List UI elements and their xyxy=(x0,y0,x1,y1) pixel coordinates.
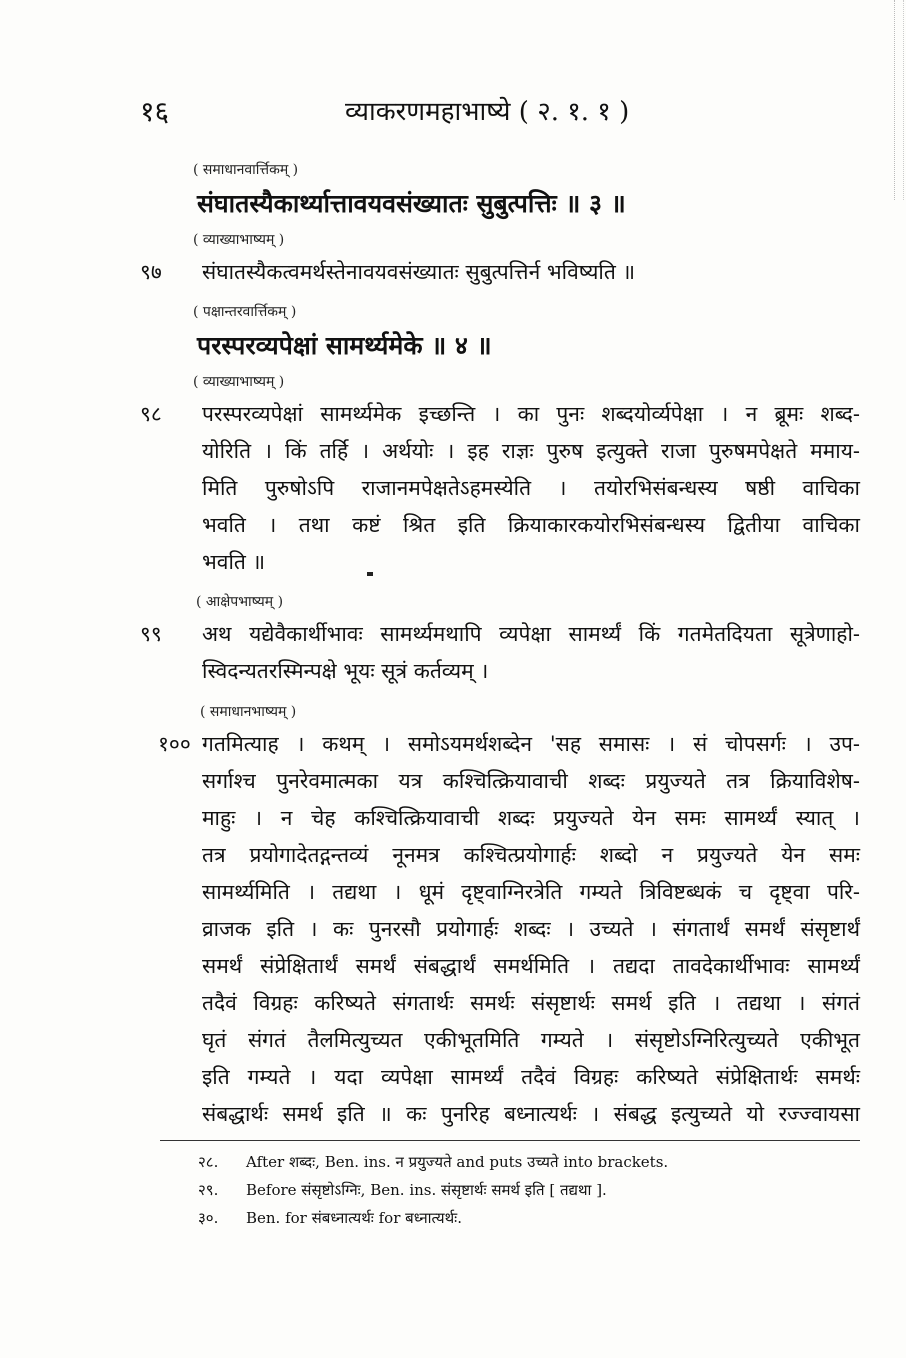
page-number: १६ xyxy=(140,95,170,128)
samadhana-100-label: ( समाधानभाष्यम् ) xyxy=(200,704,297,720)
samadhana-varttika-label: ( समाधानवार्त्तिकम् ) xyxy=(193,162,299,178)
paragraph-97 xyxy=(140,258,860,290)
paragraph-line: तदैवं विग्रहः करिष्यते संगतार्थः समर्थः संसृष्टार्थः समर्थ इति । तद्यथा । संगतं xyxy=(202,991,860,1015)
paragraph-number: ९९ xyxy=(140,622,162,646)
footnote xyxy=(198,1180,607,1200)
paragraph-line: गतमित्याह । कथम् । समोऽयमर्थशब्देन 'सह समासः । सं चोपसर्गः । उप- xyxy=(202,732,860,756)
paragraph-line: अथ यद्येवैकार्थीभावः सामर्थ्यमथापि व्यपेक्षा सामर्थ्यं किं गतमेतदियता सूत्रेणाहो- xyxy=(202,622,860,646)
paragraph-number: १०० xyxy=(158,732,191,756)
print-speck xyxy=(367,572,373,576)
paragraph-100 xyxy=(140,730,860,1140)
footnote xyxy=(198,1152,668,1172)
vyakhya-98-label: ( व्याख्याभाष्यम् ) xyxy=(193,374,285,390)
footnote-divider xyxy=(160,1140,860,1141)
running-title: व्याकरणमहाभाष्ये ( २. १. १ ) xyxy=(345,97,630,127)
page-edge xyxy=(894,0,904,200)
paragraph-line: घृतं संगतं तैलमित्युच्यत एकीभूतमिति गम्यते । संसृष्टोऽग्निरित्युच्यते एकीभूत xyxy=(202,1028,860,1052)
paragraph-line: स्विदन्यतरस्मिन्पक्षे भूयः सूत्रं कर्तव्यम् । xyxy=(202,659,489,683)
samadhana-varttika-text: संघातस्यैकार्थ्यात्तावयवसंख्यातः सुबुत्पत्तिः ॥ ३ ॥ xyxy=(197,189,626,218)
footnote-text: Ben. for संबध्नात्यर्थः for बध्नात्यर्थः. xyxy=(246,1209,462,1227)
footnote-text: After शब्दः, Ben. ins. न प्रयुज्यते and puts उच्यते into brackets. xyxy=(246,1153,669,1171)
pakshantara-varttika-text: परस्परव्यपेक्षां सामर्थ्यमेके ॥ ४ ॥ xyxy=(197,331,492,360)
footnote-text: Before संसृष्टोऽग्निः, Ben. ins. संसृष्टार्थः समर्थ इति [ तद्यथा ]. xyxy=(246,1181,607,1199)
paragraph-line: भवति ॥ xyxy=(202,550,266,574)
paragraph-line: सामर्थ्यमिति । तद्यथा । धूमं दृष्ट्वाग्निरत्रेति गम्यते त्रिविष्टब्धकं च दृष्ट्वा परि- xyxy=(202,880,860,904)
paragraph-line: व्राजक इति । कः पुनरसौ प्रयोगार्हः शब्दः । उच्यते । संगतार्थं समर्थं संसृष्टार्थं xyxy=(202,917,860,941)
paragraph-line: योरिति । किं तर्हि । अर्थयोः । इह राज्ञः पुरुष इत्युक्ते राजा पुरुषमपेक्षते ममाय- xyxy=(202,439,860,463)
pakshantara-varttika-label: ( पक्षान्तरवार्त्तिकम् ) xyxy=(193,304,297,320)
paragraph-line: भवति । तथा कष्टं श्रित इति क्रियाकारकयोरभिसंबन्धस्य द्वितीया वाचिका xyxy=(202,513,860,537)
page-header xyxy=(140,92,840,128)
paragraph-line: संघातस्यैकत्वमर्थस्तेनावयवसंख्यातः सुबुत्पत्तिर्न भविष्यति ॥ xyxy=(202,260,636,284)
footnote xyxy=(198,1208,462,1228)
paragraph-99 xyxy=(140,620,860,692)
paragraph-number: ९८ xyxy=(140,402,162,426)
paragraph-line: इति गम्यते । यदा व्यपेक्षा सामर्थ्यं तदैवं विग्रहः करिष्यते संप्रेक्षितार्थः समर्थः xyxy=(202,1065,860,1089)
paragraph-line: माहुः । न चेह कश्चित्क्रियावाची शब्दः प्रयुज्यते येन समः सामर्थ्यं स्यात् । xyxy=(202,806,860,830)
paragraph-line: मिति पुरुषोऽपि राजानमपेक्षतेऽहमस्येति । तयोरभिसंबन्धस्य षष्ठी वाचिका xyxy=(202,476,860,500)
paragraph-number: ९७ xyxy=(140,260,162,284)
footnote-number: २८. xyxy=(198,1153,219,1171)
paragraph-line: सर्गाश्च पुनरेवमात्मका यत्र कश्चित्क्रियावाची शब्दः प्रयुज्यते तत्र क्रियाविशेष- xyxy=(202,769,860,793)
paragraph-98 xyxy=(140,400,860,580)
footnote-number: ३०. xyxy=(198,1209,219,1227)
paragraph-line: तत्र प्रयोगादेतद्गन्तव्यं नूनमत्र कश्चित्प्रयोगार्हः शब्दो न प्रयुज्यते येन समः xyxy=(202,843,860,867)
akshepa-99-label: ( आक्षेपभाष्यम् ) xyxy=(196,594,284,610)
paragraph-line: संबद्धार्थः समर्थ इति ॥ कः पुनरिह बध्नात्यर्थः । संबद्ध इत्युच्यते यो रज्ज्वायसा xyxy=(202,1102,860,1126)
vyakhya-97-label: ( व्याख्याभाष्यम् ) xyxy=(193,232,285,248)
paragraph-line: परस्परव्यपेक्षां सामर्थ्यमेक इच्छन्ति । का पुनः शब्दयोर्व्यपेक्षा । न ब्रूमः शब्द- xyxy=(202,402,860,426)
paragraph-line: समर्थं संप्रेक्षितार्थं समर्थं संबद्धार्थं समर्थमिति । तद्यदा तावदेकार्थीभावः सामर्थ्यं xyxy=(202,954,860,978)
footnote-number: २९. xyxy=(198,1181,219,1199)
